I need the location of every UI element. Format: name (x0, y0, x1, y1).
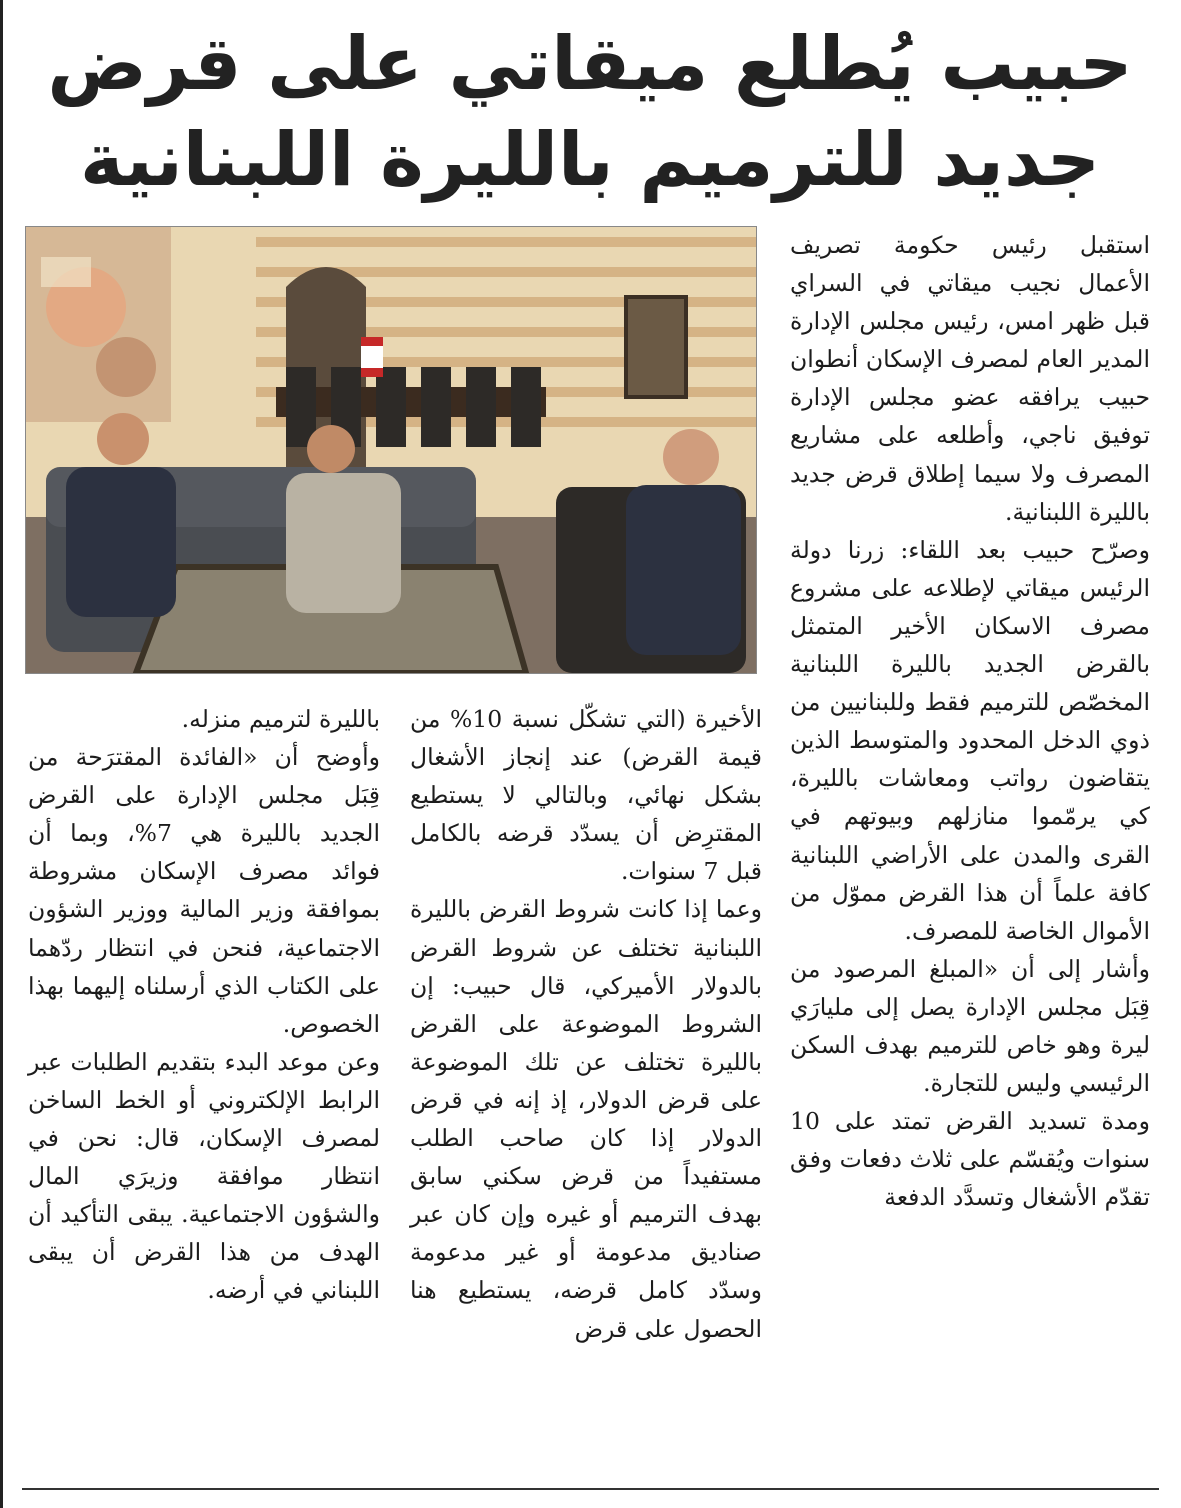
paragraph: وعما إذا كانت شروط القرض بالليرة اللبنانية تختلف عن شروط القرض بالدولار الأميركي، قال حبيب: إن الشروط الموضوعة على القرض بالليرة تختلف عن تلك الموضوعة على قرض الدولار، إذ إنه في قرض الدولار إذا كان صاحب الطلب مستفيداً من قرض سكني سابق بهدف الترميم أو غيره وإن كان عبر صناديق مدعومة أو غير مدعومة وسدّد كامل قرضه، يستطيع هنا الحصول على قرض (410, 895, 762, 1343)
meeting-photo-illustration (26, 227, 756, 673)
paragraph: وأشار إلى أن «المبلغ المرصود من قِبَل مجلس الإدارة يصل إلى مليارَي ليرة وهو خاص للترميم بهدف السكن الرئيسي وليس للتجارة. (790, 954, 1150, 1098)
paragraph: وصرّح حبيب بعد اللقاء: زرنا دولة الرئيس ميقاتي لإطلاعه على مشروع مصرف الاسكان الأخير المتمثل بالقرض الجديد بالليرة اللبنانية المخصّص للترميم فقط وللبنانيين من ذوي الدخل المحدود والمتوسط الذين يتقاضون رواتب ومعاشات بالليرة، كي يرمّموا منازلهم وبيوتهم في القرى والمدن على الأراضي اللبنانية كافة علماً أن هذا القرض مموّل من الأموال الخاصة للمصرف. (790, 535, 1150, 945)
article-column-left (28, 700, 380, 1310)
bottom-divider (22, 1488, 1159, 1490)
meeting-photo (25, 226, 757, 674)
paragraph: استقبل رئيس حكومة تصريف الأعمال نجيب ميقاتي في السراي قبل ظهر امس، رئيس مجلس الإدارة المدير العام لمصرف الإسكان أنطوان حبيب يرافقه عضو مجلس الإدارة توفيق ناجي، وأطلعه على مشاريع المصرف ولا سيما إطلاق قرض جديد بالليرة اللبنانية. (790, 231, 1150, 526)
paragraph: ومدة تسديد القرض تمتد على 10 سنوات ويُقسّم على ثلاث دفعات وفق تقدّم الأشغال وتسدَّد الدفعة (790, 1107, 1150, 1212)
paragraph: الأخيرة (التي تشكّل نسبة 10% من قيمة القرض) عند إنجاز الأشغال بشكل نهائي، وبالتالي لا يستطيع المقترِض أن يسدّد قرضه بالكامل قبل 7 سنوات. (410, 705, 762, 886)
article-column-right (790, 226, 1150, 1216)
headline-line-2: جديد للترميم بالليرة اللبنانية (79, 117, 1101, 203)
article-column-middle (410, 700, 762, 1348)
paragraph: وعن موعد البدء بتقديم الطلبات عبر الرابط الإلكتروني أو الخط الساخن لمصرف الإسكان، قال: نحن في انتظار موافقة وزيرَي المال والشؤون الاجتماعية. يبقى التأكيد أن الهدف من هذا القرض أن يبقى اللبناني في أرضه. (28, 1047, 380, 1305)
column-border (0, 0, 3, 1508)
headline-line-1: حبيب يُطلع ميقاتي على قرض (47, 21, 1133, 107)
paragraph: بالليرة لترميم منزله. (181, 705, 380, 733)
paragraph: وأوضح أن «الفائدة المقترَحة من قِبَل مجلس الإدارة على القرض الجديد بالليرة هي 7%، وبما أن فوائد مصرف الإسكان مشروطة بموافقة وزير المالية ووزير الشؤون الاجتماعية، فنحن في انتظار ردّهما على الكتاب الذي أرسلناه إليهما بهذا الخصوص. (28, 743, 380, 1038)
